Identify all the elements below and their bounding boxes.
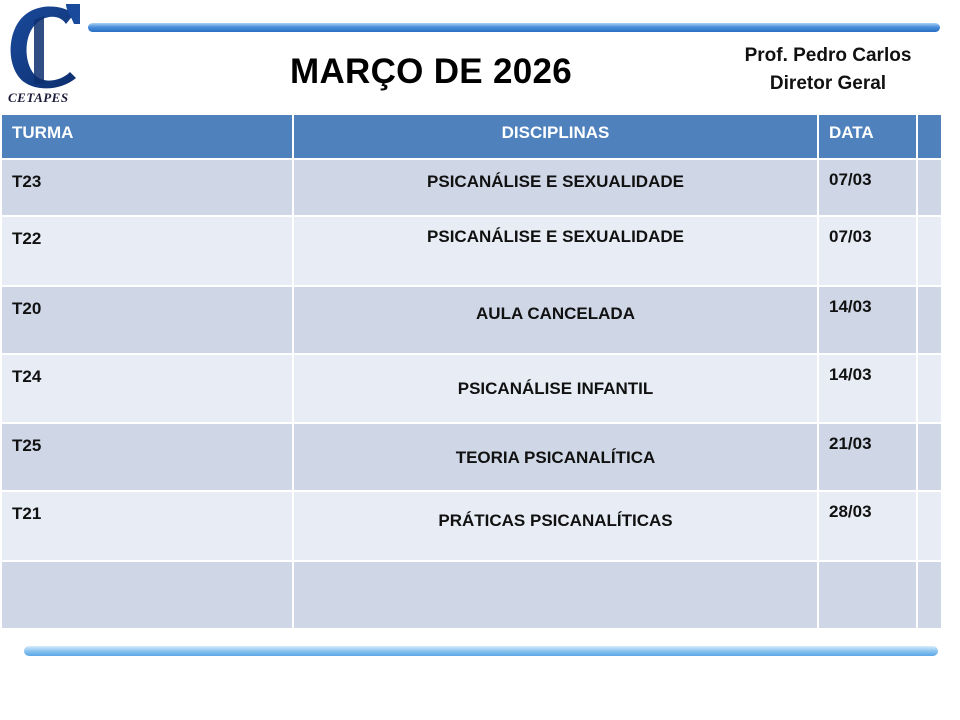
- column-header-disciplinas: DISCIPLINAS: [293, 114, 818, 159]
- column-header-data: DATA: [818, 114, 917, 159]
- table-row: [1, 286, 942, 354]
- bottom-decorative-bar: [24, 646, 938, 656]
- table-row: [1, 354, 942, 423]
- top-decorative-bar: [88, 23, 940, 32]
- extra-cell: [917, 216, 942, 286]
- table-row: [1, 216, 942, 286]
- table-header-row: [1, 114, 942, 159]
- disciplina-cell: [293, 561, 818, 629]
- table-row: [1, 561, 942, 629]
- disciplina-cell: PSICANÁLISE E SEXUALIDADE: [293, 159, 818, 216]
- turma-cell: T22: [1, 216, 293, 286]
- turma-cell: T24: [1, 354, 293, 423]
- table-row: [1, 423, 942, 491]
- director-name: Prof. Pedro Carlos: [744, 45, 912, 66]
- extra-cell: [917, 159, 942, 216]
- logo-text: CETAPES: [8, 90, 69, 105]
- column-header-extra: [917, 114, 942, 159]
- disciplina-cell: PSICANÁLISE INFANTIL: [293, 354, 818, 423]
- extra-cell: [917, 354, 942, 423]
- extra-cell: [917, 286, 942, 354]
- turma-cell: T20: [1, 286, 293, 354]
- disciplina-cell: AULA CANCELADA: [293, 286, 818, 354]
- director-block: [730, 42, 926, 98]
- data-cell: [818, 561, 917, 629]
- disciplina-cell: PRÁTICAS PSICANALÍTICAS: [293, 491, 818, 561]
- data-cell: 07/03: [818, 159, 917, 216]
- extra-cell: [917, 423, 942, 491]
- table-row: [1, 491, 942, 561]
- turma-cell: T23: [1, 159, 293, 216]
- data-cell: 21/03: [818, 423, 917, 491]
- data-cell: 14/03: [818, 286, 917, 354]
- director-role: Diretor Geral: [769, 73, 887, 94]
- turma-cell: [1, 561, 293, 629]
- schedule-table: [0, 113, 943, 630]
- data-cell: 28/03: [818, 491, 917, 561]
- extra-cell: [917, 491, 942, 561]
- turma-cell: T25: [1, 423, 293, 491]
- column-header-turma: TURMA: [1, 114, 293, 159]
- disciplina-cell: PSICANÁLISE E SEXUALIDADE: [293, 216, 818, 286]
- page-title: MARÇO DE 2026: [290, 52, 573, 91]
- data-cell: 07/03: [818, 216, 917, 286]
- extra-cell: [917, 561, 942, 629]
- table-row: [1, 159, 942, 216]
- data-cell: 14/03: [818, 354, 917, 423]
- turma-cell: T21: [1, 491, 293, 561]
- disciplina-cell: TEORIA PSICANALÍTICA: [293, 423, 818, 491]
